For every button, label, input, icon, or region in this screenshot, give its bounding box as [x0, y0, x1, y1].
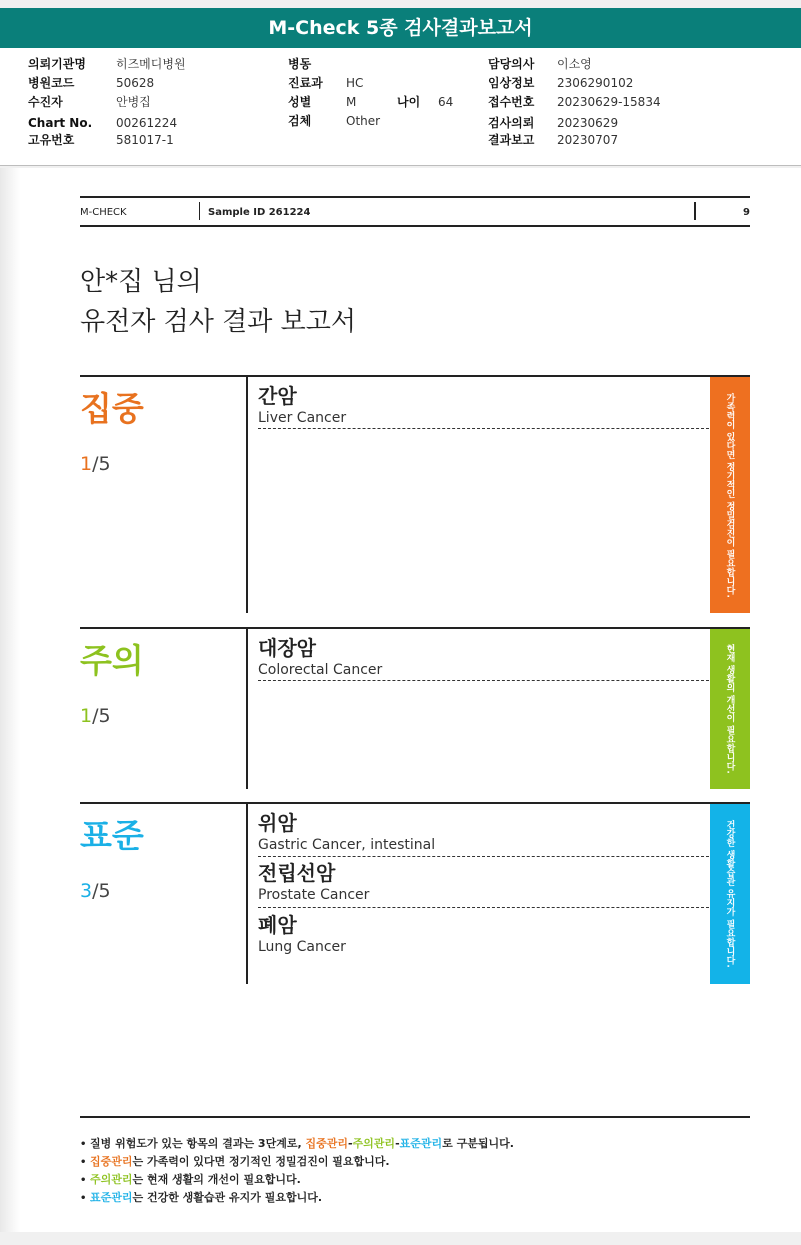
page-brand: M-CHECK: [80, 207, 127, 218]
count-value: 1: [80, 453, 93, 475]
note-key-caution: 주의관리: [352, 1137, 396, 1150]
page-shadow: [0, 168, 20, 1232]
info-label: 접수번호: [488, 95, 535, 109]
info-label: 나이: [397, 95, 421, 109]
note-line: [80, 1136, 514, 1153]
header-divider: [199, 202, 200, 220]
note-text: 질병 위험도가 있는 항목의 결과는 3단계로,: [90, 1137, 306, 1150]
count-total: /5: [92, 705, 111, 727]
section-title: 주의: [80, 641, 144, 680]
info-value: 20230629: [557, 116, 619, 130]
section-count: [80, 879, 111, 903]
info-label: 병원코드: [28, 76, 75, 90]
info-label: 고유번호: [28, 133, 75, 147]
report-heading-line1: 안*집 님의: [80, 267, 202, 297]
info-value: 20230629-15834: [557, 95, 661, 109]
section-count: [80, 704, 111, 728]
info-value: M: [346, 95, 357, 109]
note-line: [80, 1154, 390, 1171]
info-label: Chart No.: [28, 116, 93, 130]
info-value: Other: [346, 114, 381, 128]
result-item-english: Colorectal Cancer: [258, 662, 383, 678]
result-item-korean: 전립선암: [258, 861, 336, 885]
section-divider: [246, 377, 248, 613]
count-value: 1: [80, 705, 93, 727]
section-side-label: 가족력이 있다면 정기적인 정밀검진이 필요합니다.: [710, 377, 750, 613]
note-dash: -: [395, 1137, 400, 1150]
section-divider: [246, 804, 248, 984]
note-key-intensive: 집중관리: [305, 1137, 348, 1150]
sample-id: Sample ID 261224: [208, 207, 311, 218]
note-text: 로 구분됩니다.: [442, 1137, 514, 1150]
info-label: 진료과: [288, 76, 323, 90]
info-label: 결과보고: [488, 133, 535, 147]
result-item-korean: 폐암: [258, 913, 297, 937]
info-value: 50628: [116, 76, 155, 90]
note-key-caution: 주의관리: [90, 1173, 133, 1186]
note-dash: -: [347, 1137, 353, 1150]
info-label: 검체: [288, 114, 312, 128]
info-label: 수진자: [28, 95, 63, 109]
info-value: 히즈메디병원: [116, 57, 186, 71]
section-caution: [80, 627, 750, 787]
result-item-english: Gastric Cancer, intestinal: [258, 837, 436, 853]
report-heading-line2: 유전자 검사 결과 보고서: [80, 307, 356, 337]
info-label: 검사의뢰: [488, 116, 535, 130]
result-item-korean: 간암: [258, 384, 297, 408]
bullet-icon: •: [80, 1175, 87, 1186]
count-total: /5: [92, 880, 111, 902]
result-item: [258, 383, 709, 429]
info-value: 2306290102: [557, 76, 634, 90]
info-label: 임상정보: [488, 76, 535, 90]
result-item: [258, 810, 709, 857]
note-key-intensive: 집중관리: [90, 1155, 133, 1168]
report-heading: [80, 262, 356, 342]
section-title: 집중: [80, 389, 144, 428]
section-divider: [246, 629, 248, 789]
patient-info-panel: [0, 48, 801, 166]
section-count: [80, 452, 111, 476]
result-item-english: Liver Cancer: [258, 410, 347, 426]
report-window-title: M-Check 5종 검사결과보고서: [268, 17, 533, 39]
count-total: /5: [92, 453, 111, 475]
note-line: [80, 1172, 301, 1189]
result-item-korean: 위암: [258, 811, 297, 835]
result-item-korean: 대장암: [258, 636, 316, 660]
section-side-label: 현재 생활의 개선이 필요합니다.: [710, 629, 750, 789]
result-item: [258, 635, 709, 681]
section-title: 표준: [80, 816, 144, 855]
note-text: 는 건강한 생활습관 유지가 필요합니다.: [132, 1191, 323, 1204]
section-side-label: 건강한 생활습관 유지가 필요합니다.: [710, 804, 750, 984]
info-value: 안병집: [116, 95, 151, 109]
result-item: [258, 912, 709, 958]
note-text: 는 현재 생활의 개선이 필요합니다.: [132, 1173, 301, 1186]
page-number: 9: [743, 207, 750, 218]
result-item-english: Lung Cancer: [258, 939, 346, 955]
info-label: 담당의사: [488, 57, 535, 71]
header-divider: [694, 202, 696, 220]
section-standard: [80, 802, 750, 982]
result-item-english: Prostate Cancer: [258, 887, 370, 903]
info-value: HC: [346, 76, 364, 90]
legend-notes: [80, 1116, 750, 1204]
count-value: 3: [80, 880, 93, 902]
note-key-standard: 표준관리: [399, 1137, 443, 1150]
info-value: 이소영: [557, 57, 592, 71]
bullet-icon: •: [80, 1139, 87, 1150]
info-value: 20230707: [557, 133, 619, 147]
result-item: [258, 860, 709, 908]
note-line: [80, 1190, 322, 1207]
info-value: 581017-1: [116, 133, 174, 147]
note-key-standard: 표준관리: [90, 1191, 133, 1204]
page-header: [80, 196, 750, 227]
info-label: 병동: [288, 57, 312, 71]
info-label: 성별: [288, 95, 312, 109]
note-text: 는 가족력이 있다면 정기적인 정밀검진이 필요합니다.: [132, 1155, 390, 1168]
report-title-bar: [0, 8, 801, 48]
info-label: 의뢰기관명: [28, 57, 86, 71]
bullet-icon: •: [80, 1157, 87, 1168]
info-value: 00261224: [116, 116, 178, 130]
section-intensive: [80, 375, 750, 611]
info-value: 64: [438, 95, 454, 109]
bullet-icon: •: [80, 1193, 87, 1204]
